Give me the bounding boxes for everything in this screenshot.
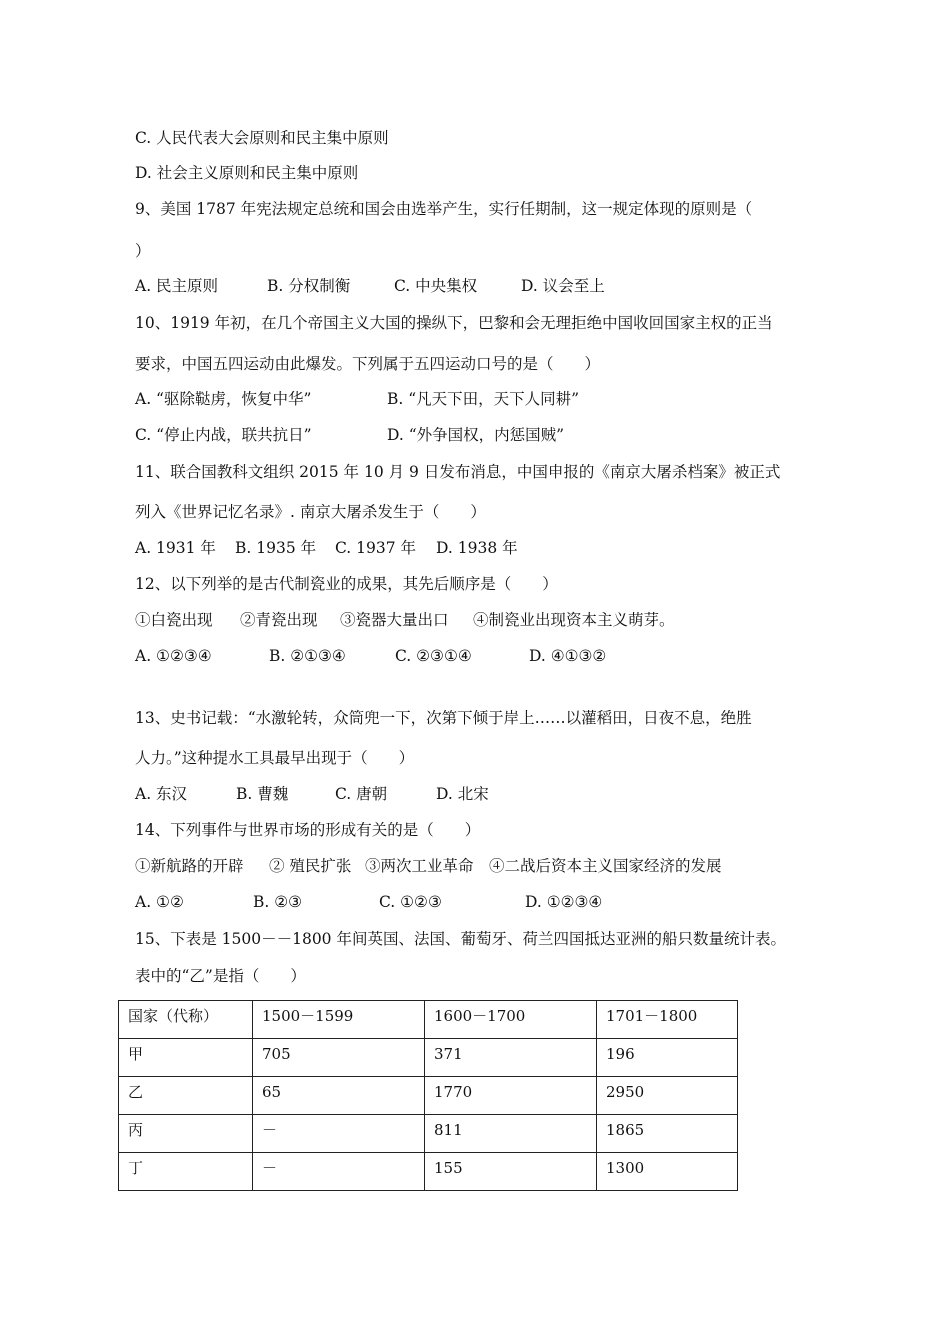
q12-stem: 12、以下列举的是古代制瓷业的成果，其先后顺序是（ ） [135, 575, 558, 593]
q9-option-c: C. 中央集权 [394, 277, 478, 295]
q14-options [135, 892, 603, 912]
q10-options-row1 [135, 389, 580, 409]
q11-options [135, 538, 518, 558]
table-cell: 371 [425, 1039, 597, 1077]
q12-option-a: A. ①②③④ [135, 647, 212, 665]
q12-items [135, 610, 675, 630]
q12-item-2: ②青瓷出现 [240, 611, 318, 629]
table-header-cell: 1500－1599 [253, 1001, 425, 1039]
table-cell: 1770 [425, 1077, 597, 1115]
q12-item-1: ①白瓷出现 [135, 611, 213, 629]
q10-option-d: D. “外争国权，内惩国贼” [387, 426, 565, 444]
q11-option-b: B. 1935 年 [235, 539, 317, 557]
table-row [119, 1115, 738, 1153]
q12-option-c: C. ②③①④ [395, 647, 472, 665]
q11-stem-cont: 列入《世界记忆名录》. 南京大屠杀发生于（ ） [135, 503, 486, 521]
table-cell: 705 [253, 1039, 425, 1077]
q14-items [135, 856, 722, 876]
q14-item-4: ④二战后资本主义国家经济的发展 [489, 857, 722, 875]
table-cell: 811 [425, 1115, 597, 1153]
q9-option-d: D. 议会至上 [521, 277, 605, 295]
q13-stem: 13、史书记载：“水激轮转，众筒兜一下，次第下倾于岸上……以灌稻田，日夜不息，绝胜 [135, 709, 752, 727]
table-cell: 155 [425, 1153, 597, 1191]
table-row [119, 1039, 738, 1077]
table-cell: － [253, 1115, 425, 1153]
ships-table [118, 1000, 738, 1191]
table-header-cell: 国家（代称） [119, 1001, 253, 1039]
table-cell: 2950 [597, 1077, 738, 1115]
q9-options [135, 276, 605, 296]
table-header-cell: 1600－1700 [425, 1001, 597, 1039]
q12-option-b: B. ②①③④ [269, 647, 346, 665]
q10-option-b: B. “凡天下田，天下人同耕” [387, 390, 580, 408]
table-cell: 丁 [119, 1153, 253, 1191]
table-header-cell: 1701－1800 [597, 1001, 738, 1039]
q12-option-d: D. ④①③② [529, 647, 607, 665]
q9-stem-cont: ） [135, 242, 151, 260]
table-row [119, 1077, 738, 1115]
table-header-row [119, 1001, 738, 1039]
q14-option-d: D. ①②③④ [525, 893, 603, 911]
q13-option-c: C. 唐朝 [335, 785, 388, 803]
q14-option-c: C. ①②③ [379, 893, 442, 911]
q10-stem: 10、1919 年初，在几个帝国主义大国的操纵下，巴黎和会无理拒绝中国收回国家主权的正当 [135, 314, 773, 332]
q14-option-b: B. ②③ [253, 893, 303, 911]
q10-option-c: C. “停止内战，联共抗日” [135, 426, 312, 444]
q13-option-d: D. 北宋 [436, 785, 489, 803]
table-cell: － [253, 1153, 425, 1191]
table-cell: 1300 [597, 1153, 738, 1191]
q8-option-d: D. 社会主义原则和民主集中原则 [135, 164, 359, 182]
q14-item-1: ①新航路的开辟 [135, 857, 244, 875]
q13-option-b: B. 曹魏 [236, 785, 289, 803]
table-cell: 65 [253, 1077, 425, 1115]
q8-option-c: C. 人民代表大会原则和民主集中原则 [135, 129, 389, 147]
table-cell: 丙 [119, 1115, 253, 1153]
q13-options [135, 784, 489, 804]
table-cell: 1865 [597, 1115, 738, 1153]
q14-item-3: ③两次工业革命 [365, 857, 474, 875]
q10-option-a: A. “驱除鞑虏，恢复中华” [135, 390, 312, 408]
q10-stem-cont: 要求，中国五四运动由此爆发。下列属于五四运动口号的是（ ） [135, 355, 601, 373]
q13-option-a: A. 东汉 [135, 785, 188, 803]
q13-stem-cont: 人力。”这种提水工具最早出现于（ ） [135, 749, 415, 767]
q14-stem: 14、下列事件与世界市场的形成有关的是（ ） [135, 821, 481, 839]
q11-option-a: A. 1931 年 [135, 539, 216, 557]
table-row [119, 1153, 738, 1191]
table-cell: 乙 [119, 1077, 253, 1115]
q15-stem: 15、下表是 1500－－1800 年间英国、法国、葡萄牙、荷兰四国抵达亚洲的船只数量统计表。 [135, 930, 786, 948]
q14-option-a: A. ①② [135, 893, 184, 911]
q11-option-d: D. 1938 年 [436, 539, 518, 557]
q9-option-b: B. 分权制衡 [267, 277, 351, 295]
table-cell: 196 [597, 1039, 738, 1077]
q9-option-a: A. 民主原则 [135, 277, 219, 295]
q11-stem: 11、联合国教科文组织 2015 年 10 月 9 日发布消息，中国申报的《南京大屠杀档案》被正式 [135, 463, 781, 481]
q14-item-2: ② 殖民扩张 [269, 857, 352, 875]
q12-item-4: ④制瓷业出现资本主义萌芽。 [473, 611, 675, 629]
q10-options-row2 [135, 425, 565, 445]
q12-item-3: ③瓷器大量出口 [340, 611, 449, 629]
q15-stem-cont: 表中的“乙”是指（ ） [135, 967, 306, 985]
q12-options [135, 646, 607, 666]
q9-stem: 9、美国 1787 年宪法规定总统和国会由选举产生，实行任期制，这一规定体现的原则是（ [135, 200, 753, 218]
q11-option-c: C. 1937 年 [335, 539, 417, 557]
table-cell: 甲 [119, 1039, 253, 1077]
